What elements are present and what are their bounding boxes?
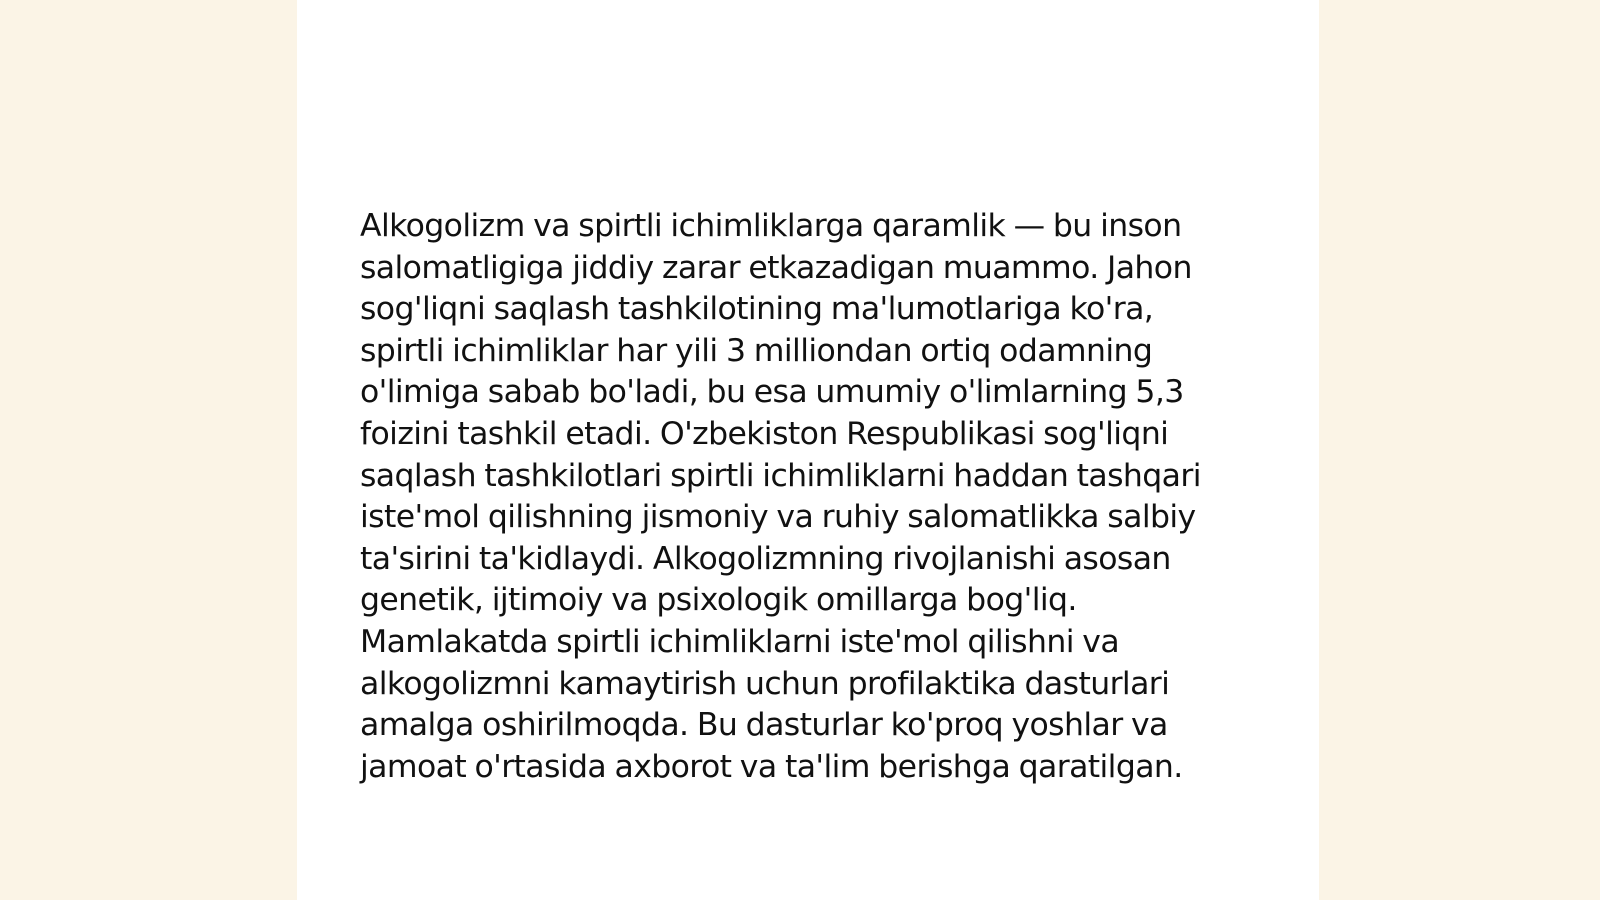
document-page	[297, 0, 1319, 900]
body-paragraph: Alkogolizm va spirtli ichimliklarga qaramlik — bu inson salomatligiga jiddiy zarar etkazadigan muammo. Jahon sog'liqni saqlash tashkilotining ma'lumotlariga ko'ra, spirtli ichimliklar har yili 3 milliondan ortiq odamning o'limiga sabab bo'ladi, bu esa umumiy o'limlarning 5,3 foizini tashkil etadi. O'zbekiston Respublikasi sog'liqni saqlash tashkilotlari spirtli ichimliklarni haddan tashqari iste'mol qilishning jismoniy va ruhiy salomatlikka salbiy ta'sirini ta'kidlaydi. Alkogolizmning rivojlanishi asosan genetik, ijtimoiy va psixologik omillarga bog'liq. Mamlakatda spirtli ichimliklarni iste'mol qilishni va alkogolizmni kamaytirish uchun profilaktika dasturlari amalga oshirilmoqda. Bu dasturlar ko'proq yoshlar va jamoat o'rtasida axborot va ta'lim berishga qaratilgan.	[360, 208, 1201, 785]
